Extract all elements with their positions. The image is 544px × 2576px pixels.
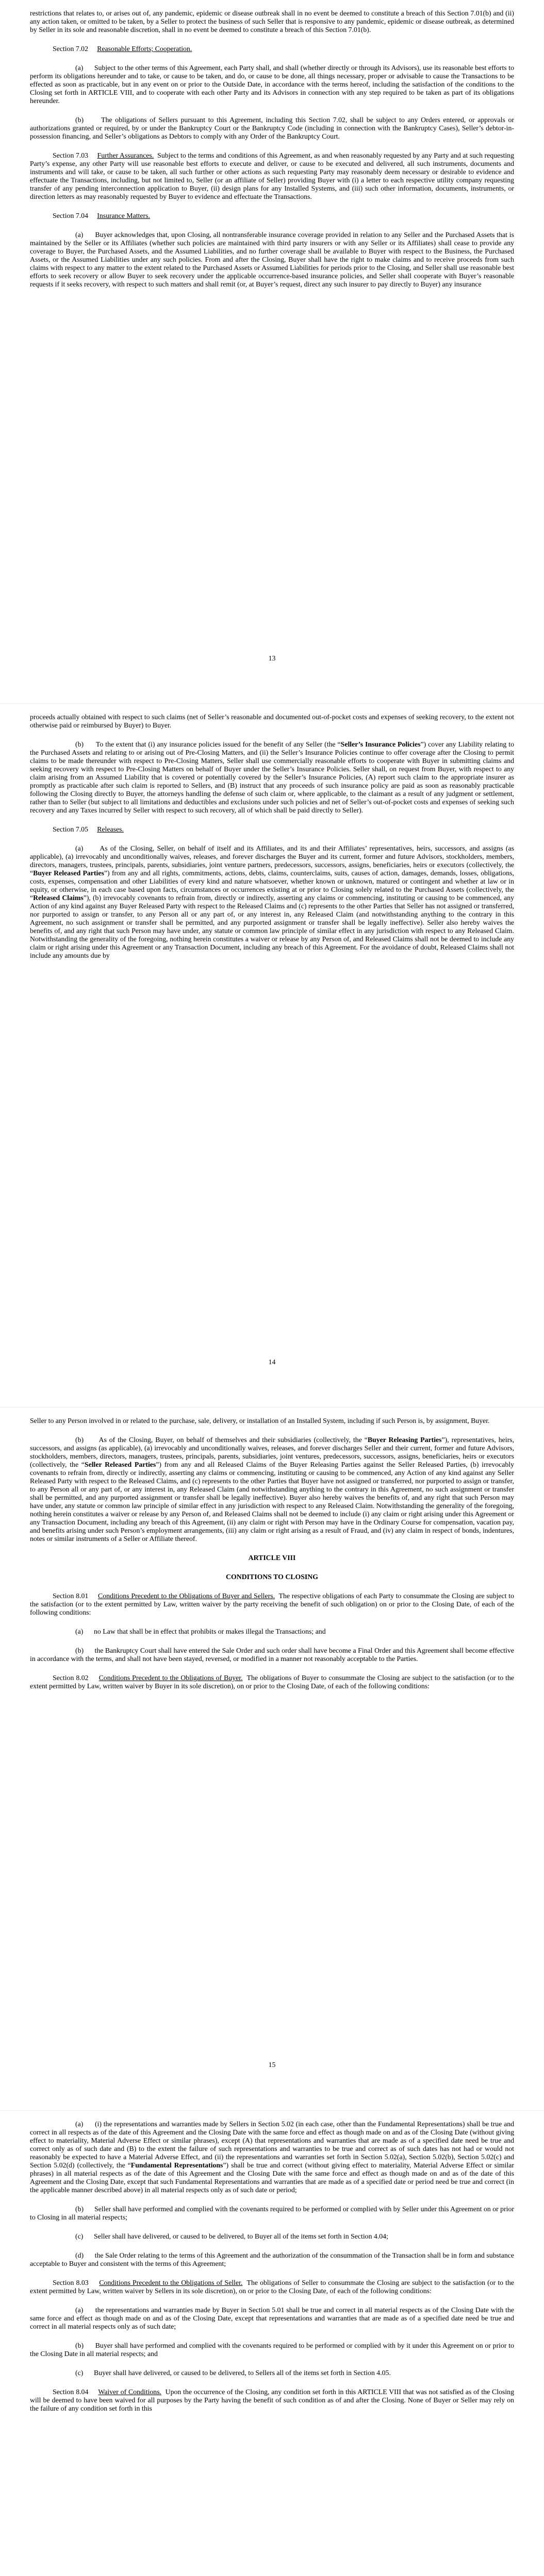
- section-title: Further Assurances.: [97, 151, 154, 159]
- article-title: ARTICLE VIII: [248, 1554, 296, 1562]
- clause-text: ”) shall be true and correct (without giving effect to materiality, Material Adverse Effect or similar phrases) in all material respects as of the date of this Agreement and the Closing Date with the same force and effect as though made on and as of the date of this Agreement and the Closing Date, except that such Fundamental Representations and warranties that are made as of a specified date or period need be true and correct (in the applicable manner described above) in all material respects only as of such date or period;: [30, 2161, 515, 2194]
- clause-label: (c): [75, 2369, 84, 2377]
- clause-text: the Sale Order relating to the terms of this Agreement and the authorization of the consummation of the Transaction shall be in form and substance acceptable to Buyer and consistent with the terms of this Agreement;: [30, 2251, 514, 2267]
- section-7-03: [30, 151, 514, 201]
- section-7-05-b: [30, 1436, 514, 1543]
- section-title: Waiver of Conditions.: [98, 2388, 162, 2396]
- section-title: Conditions Precedent to the Obligations of Buyer.: [98, 1674, 243, 1682]
- page-number: 14: [268, 1358, 276, 1366]
- page-15-body: [30, 1417, 514, 1690]
- clause-label: (b): [75, 2205, 84, 2213]
- clause-text: Seller shall have performed and complied with the covenants required to be performed or complied with by Seller under this Agreement on or prior to Closing in all material respects;: [30, 2205, 515, 2221]
- clause-text: ”) from any and all rights, commitments, actions, debts, claims, counterclaims, suits, causes of action, damages, demands, losses, obligations, costs, expenses, compensation and other Liabilities of every kind and nature whatsoever, whether known or unknown, matured or contingent and whether at law or in equity, or otherwise, in each case based upon facts, circumstances or occurrences existing at or prior to Closing solely related to the Purchased Assets (collectively, the “: [30, 869, 514, 902]
- section-title: Conditions Precedent to the Obligations of Buyer and Sellers.: [98, 1592, 275, 1600]
- clause-text: the representations and warranties made by Buyer in Section 5.01 shall be true and correct in all material respects as of the Closing Date with the same force and effect as though made on and as of the Closing Date, except that representations and warranties that are made as of a specified date need be true and correct in all material respects only as of such date;: [30, 2306, 514, 2330]
- clause-text: The obligations of Sellers pursuant to this Agreement, including this Section 7.02, shall be subject to any Orders entered, or approvals or authorizations granted or required, by or under the Bankruptcy Court or the Bankruptcy Code (including in connection with the Bankruptcy Cases), Seller’s debtor-in-possession financing, and Seller’s obligations as Debtors to comply with any Order of the Bankruptcy Court.: [30, 116, 514, 140]
- section-number: Section 7.03: [53, 151, 89, 159]
- clause-label: (a): [75, 1628, 84, 1635]
- section-number: Section 7.05: [53, 825, 88, 833]
- section-number: Section 8.03: [53, 2279, 89, 2286]
- section-8-03: [30, 2279, 514, 2295]
- section-7-04-heading-paragraph: [30, 212, 514, 220]
- clause-label: (b): [75, 1647, 84, 1654]
- clause-text: Buyer acknowledges that, upon Closing, all nontransferable insurance coverage provided in relation to any Seller and the Purchased Assets that is maintained by the Seller or its Affiliates (whether such policies are maintained with third party insurers or with any Seller or its Affiliates) shall cease to provide any coverage to Buyer, the Purchased Assets, and the Assumed Liabilities, and no further coverage shall be available to Buyer with respect to the Business, the Purchased Assets, or the Assumed Liabilities under any such policies. From and after the Closing, Buyer shall have the right to make claims and to receive proceeds from such claims with respect to any matter to the extent related to the Purchased Assets or Assumed Liabilities for periods prior to the Closing, and Seller shall use reasonable best efforts to seek recovery or allow Buyer to seek recovery under the applicable occurrence-based insurance policies, and Seller shall cooperate with Buyer’s reasonable requests if it seeks recovery, with respect to such matters and shall remit (or, at Buyer’s request, direct any such insurer to pay directly to Buyer) any insurance: [30, 231, 514, 288]
- section-title: Insurance Matters.: [97, 212, 150, 219]
- document-page-14: [0, 704, 544, 1407]
- section-8-01: [30, 1592, 514, 1617]
- clause-label: (a): [75, 231, 84, 239]
- defined-term: Buyer Released Parties: [33, 869, 104, 877]
- section-text: The obligations of Seller to consummate the Closing are subject to the satisfaction (or to the extent permitted by Law, written waiver by Sellers in its sole discretion), on or prior to the Closing Date, of each of the following conditions:: [30, 2279, 515, 2295]
- section-8-02-b: [30, 2205, 514, 2222]
- article-subtitle: CONDITIONS TO CLOSING: [226, 1573, 318, 1581]
- defined-term: Fundamental Representations: [130, 2161, 223, 2169]
- defined-term: Seller Released Parties: [84, 1461, 156, 1468]
- clause-label: (a): [75, 2120, 84, 2128]
- paragraph: restrictions that relates to, or arises out of, any pandemic, epidemic or disease outbreak shall in no event be deemed to constitute a breach of this Section 7.01(b) and (ii) any action taken, or omitted to be taken, by a Seller to protect the business of such Seller that is responsive to any pandemic, epidemic or disease outbreak, as determined by Seller in its sole and reasonable discretion, shall in no event be deemed to constitute a breach of this Section 7.01(b).: [30, 9, 514, 33]
- section-7-02-b: [30, 116, 514, 141]
- page-14-body: [30, 713, 514, 960]
- clause-text: As of the Closing, Buyer, on behalf of themselves and their subsidiaries (collectively, the “: [98, 1436, 368, 1444]
- clause-text: no Law that shall be in effect that prohibits or makes illegal the Transactions; and: [94, 1628, 326, 1635]
- section-number: Section 8.01: [53, 1592, 89, 1600]
- page-number: 15: [268, 2061, 276, 2069]
- section-number: Section 7.04: [53, 212, 88, 219]
- section-text: The obligations of Buyer to consummate the Closing are subject to the satisfaction (or to the extent permitted by Law, written waiver by Buyer in its sole discretion), on or prior to the Closing Date, of each of the following conditions:: [30, 1674, 514, 1690]
- section-8-04: [30, 2388, 514, 2413]
- section-title: Releases.: [97, 825, 124, 833]
- clause-label: (b): [75, 740, 84, 748]
- page-number: 13: [268, 654, 276, 662]
- section-7-05-heading-paragraph: [30, 825, 514, 834]
- clause-label: (b): [75, 1436, 84, 1444]
- section-text: Subject to the terms and conditions of this Agreement, as and when reasonably requested by any Party and at such requesting Party’s expense, any other Party will use reasonable best efforts to execute and deliver, or cause to be executed and delivered, all such instruments, documents and instruments and will take, or cause to be taken, all such further or other actions as such requesting Party may reasonably deem necessary or desirable to evidence and effectuate the Transactions, including, but not limited to, Seller (or an affiliate of Seller) providing Buyer with (i) a letter to each respective utility company requesting transfer of any pending interconnection application to Buyer, (ii) design plans for any Installed Systems, and (iii) such other information, documents, instruments, or direction letters as may reasonably requested by Buyer to evidence and effectuate the Transactions.: [30, 151, 514, 200]
- defined-term: Released Claims: [33, 894, 84, 902]
- clause-label: (a): [75, 64, 84, 72]
- clause-label: (d): [75, 2251, 84, 2259]
- page-16-body: [30, 2120, 514, 2413]
- section-number: Section 8.02: [53, 1674, 89, 1682]
- section-8-03-c: [30, 2369, 514, 2377]
- clause-text: the Bankruptcy Court shall have entered the Sale Order and such order shall have become a Final Order and this Agreement shall become effective in accordance with the terms, and shall not have been stayed, reversed, or modified in a manner not reasonably acceptable to the Parties.: [30, 1647, 514, 1663]
- document-page-15: [0, 1408, 544, 2110]
- section-text: The respective obligations of each Party to consummate the Closing are subject to the satisfaction (or to the extent permitted by Law, written waiver by the party receiving the benefit of such obligation) on or prior to the Closing Date, of each of the following conditions:: [30, 1592, 514, 1616]
- clause-text: Seller shall have delivered, or caused to be delivered, to Buyer all of the items set forth in Section 4.04;: [94, 2232, 388, 2240]
- document-page-16: [0, 2111, 544, 2576]
- clause-text: (i) the representations and warranties made by Sellers in Section 5.02 (in each case, other than the Fundamental Representations) shall be true and correct in all respects as of the date of this Agreement and the Closing Date with the same force and effect as though made on and as of the Closing Date (without giving effect to materiality, Material Adverse Effect or similar phrases), except (A) that representations and warranties that are made as of a specified date need be true and correct only as of such date and (B) to the extent the failure of such representations and warranties to be true and correct as of such dates has not had or would not reasonably be expected to have a Material Adverse Effect, and (ii) the representations and warranties set forth in Section 5.02(a), Section 5.02(b), Section 5.02(c) and Section 5.02(d) (collectively, the “: [30, 2120, 514, 2169]
- clause-text: To the extent that (i) any insurance policies issued for the benefit of any Seller (the “: [95, 740, 341, 748]
- section-7-05-a: [30, 844, 514, 960]
- section-7-02-a: [30, 64, 514, 105]
- clause-label: (a): [75, 2306, 84, 2314]
- section-number: Section 8.04: [53, 2388, 89, 2396]
- section-8-02-c: [30, 2232, 514, 2241]
- document-page-13: [0, 0, 544, 703]
- section-8-03-b: [30, 2342, 514, 2358]
- section-title: Conditions Precedent to the Obligations of Seller.: [99, 2279, 243, 2286]
- section-8-01-b: [30, 1647, 514, 1663]
- paragraph: proceeds actually obtained with respect to such claims (net of Seller’s reasonable and documented out-of-pocket costs and expenses of seeking recovery, to the extent not otherwise paid or reimbursed by Buyer) to Buyer.: [30, 713, 514, 729]
- section-8-02-a: [30, 2120, 514, 2194]
- clause-label: (b): [75, 2342, 84, 2349]
- defined-term: Buyer Releasing Parties: [367, 1436, 442, 1444]
- section-7-02-heading-paragraph: [30, 45, 514, 53]
- clause-label: (b): [75, 116, 84, 124]
- section-title: Reasonable Efforts; Cooperation.: [97, 45, 192, 53]
- clause-text: Subject to the other terms of this Agreement, each Party shall, and shall (whether directly or through its Advisors), use its reasonable best efforts to perform its obligations hereunder and to take, or cause to be taken, and do, or cause to be done, all things necessary, proper or advisable to cause the Transactions to be effected as soon as practicable, but in any event on or prior to the Outside Date, in accordance with the terms hereof, including the satisfaction of the conditions to the Closing set forth in ARTICLE VIII, and to cooperate with each other Party and its Advisors in connection with any step required to be taken as part of its obligations hereunder.: [30, 64, 514, 105]
- clause-text: ”), representatives, heirs, successors, and assigns (as applicable), (a) irrevocably and unconditionally waives, releases, and forever discharges Seller and their current, former and future Advisors, stockholders, members, directors, managers, trustees, principals, parents, subsidiaries, joint ventures, predecessors, successors, assigns, beneficiaries, heirs or executors (collectively, the “: [30, 1436, 514, 1468]
- section-8-02-d: [30, 2251, 514, 2268]
- section-text: Upon the occurrence of the Closing, any condition set forth in this ARTICLE VIII that was not satisfied as of the Closing will be deemed to have been waived for all purposes by the Party having the benefit of such condition as of and after the Closing. None of Buyer or Seller may rely on the failure of any condition set forth in this: [30, 2388, 514, 2412]
- section-8-02: [30, 1674, 514, 1690]
- clause-text: ”), (b) irrevocably covenants to refrain from, directly or indirectly, asserting any claims or commencing, instituting or causing to be commenced, any Action of any kind against any Buyer Released Party with respect to the Released Claims and (c) represents to the other Parties that Seller has not assigned or transferred, nor purported to assign or transfer, to any Person all or any part of, or any interest in, any Released Claim (and notwithstanding anything to the contrary in this Agreement, no such assignment or transfer shall be permitted, and any purported assignment or transfer shall be legally ineffective). Seller also hereby waives the benefits of, and any right that such Person may have under, any statute or common law principle of similar effect in any jurisdiction with respect to any Released Claim. Notwithstanding the generality of the foregoing, nothing herein constitutes a waiver or release by any Person of, and Released Claims shall not be deemed to include any claim or right arising under this Agreement or any Transaction Document, including any breach of this Agreement. For the avoidance of doubt, Released Claims shall not include any amounts due by: [30, 894, 515, 959]
- page-13-body: [30, 9, 514, 289]
- section-8-01-a: [30, 1628, 514, 1636]
- clause-text: As of the Closing, Seller, on behalf of itself and its Affiliates, and its and their Affiliates’ representatives, heirs, successors, and assigns (as applicable), (a) irrevocably and unconditionally waives, releases, and forever discharges the Buyer and its current, former and future Advisors, stockholders, members, directors, managers, trustees, principals, parents, subsidiaries, joint venture partners, predecessors, successors, assigns, beneficiaries, heirs or executors (collectively, the “: [30, 844, 514, 877]
- defined-term: Seller’s Insurance Policies: [340, 740, 421, 748]
- clause-label: (a): [75, 844, 84, 852]
- clause-text: ”) cover any Liability relating to the Purchased Assets and relating to or arising out of Pre-Closing Matters, and (ii) the Seller’s Insurance Policies continue to offer coverage after the Closing to permit claims to be made thereunder with respect to Pre-Closing Matters, Seller shall use commercially reasonable efforts to cooperate with Buyer in submitting claims and seeking recovery with respect to Pre-Closing Matters on behalf of Buyer under the Seller’s Insurance Policies. Seller shall, on request from Buyer, with respect to any claim arising from an Assumed Liability that is covered or potentially covered by the Seller’s Insurance Policies, (A) report such claim to the appropriate insurer as promptly as practicable after such claim is reported to Sellers, and (B) instruct that any proceeds of such insurance policy are paid as soon as reasonably practicable following the Closing directly to Buyer, the attorneys handling the defense of such claim or, where applicable, to the claimant as a result of any judgment or settlement, rather than to Seller (but subject to all limitations and deductibles and exclusions under such policies and net of Seller’s out-of-pocket costs and expenses of seeking such recovery and any Taxes incurred by Seller with respect to such recovery, all of which shall be paid directly to Seller).: [30, 740, 514, 814]
- section-number: Section 7.02: [53, 45, 88, 53]
- paragraph: Seller to any Person involved in or related to the purchase, sale, delivery, or installation of an Installed System, including if such Person is, by assignment, Buyer.: [30, 1417, 490, 1425]
- section-7-04-a: [30, 231, 514, 289]
- clause-text: Buyer shall have performed and complied with the covenants required to be performed or complied with by it under this Agreement on or prior to the Closing Date in all material respects; and: [30, 2342, 514, 2358]
- section-8-03-a: [30, 2306, 514, 2331]
- clause-text: ”) from any and all Released Claims of the Buyer Releasing Parties against the Seller Released Parties, (b) irrevocably covenants to refrain from, directly or indirectly, asserting any claims or commencing, instituting or causing to be commenced, any Action of any kind against any Seller Released Party with respect to the Released Claims, and (c) represents to the other Parties that Buyer have not assigned or transferred, nor purported to assign or transfer, to any Person all or any part of, or any interest in, any Released Claim (and notwithstanding anything to the contrary in this Agreement, no such assignment or transfer shall be permitted, and any purported assignment or transfer shall be legally ineffective). Buyer also hereby waives the benefits of, and any right that such Person may have under, any statute or common law principle of similar effect in any jurisdiction with respect to any Released Claim. Notwithstanding the generality of the foregoing, nothing herein constitutes a waiver or release by any Person of, and Released Claims shall not be deemed to include (i) any claim or right arising under this Agreement or any Transaction Document, including any breach of this Agreement, (ii) any claim or right with Person may have in the Ordinary Course for compensation, vacation pay, and benefits arising under such Person’s employment arrangements, (iii) any claim or right arising as a result of Fraud, and (iv) any claim in respect of bonds, indentures, notes or similar instruments of a Seller or Affiliate thereof.: [30, 1461, 514, 1543]
- clause-label: (c): [75, 2232, 84, 2240]
- section-7-04-b: [30, 740, 514, 815]
- clause-text: Buyer shall have delivered, or caused to be delivered, to Sellers all of the items set forth in Section 4.05.: [94, 2369, 391, 2377]
